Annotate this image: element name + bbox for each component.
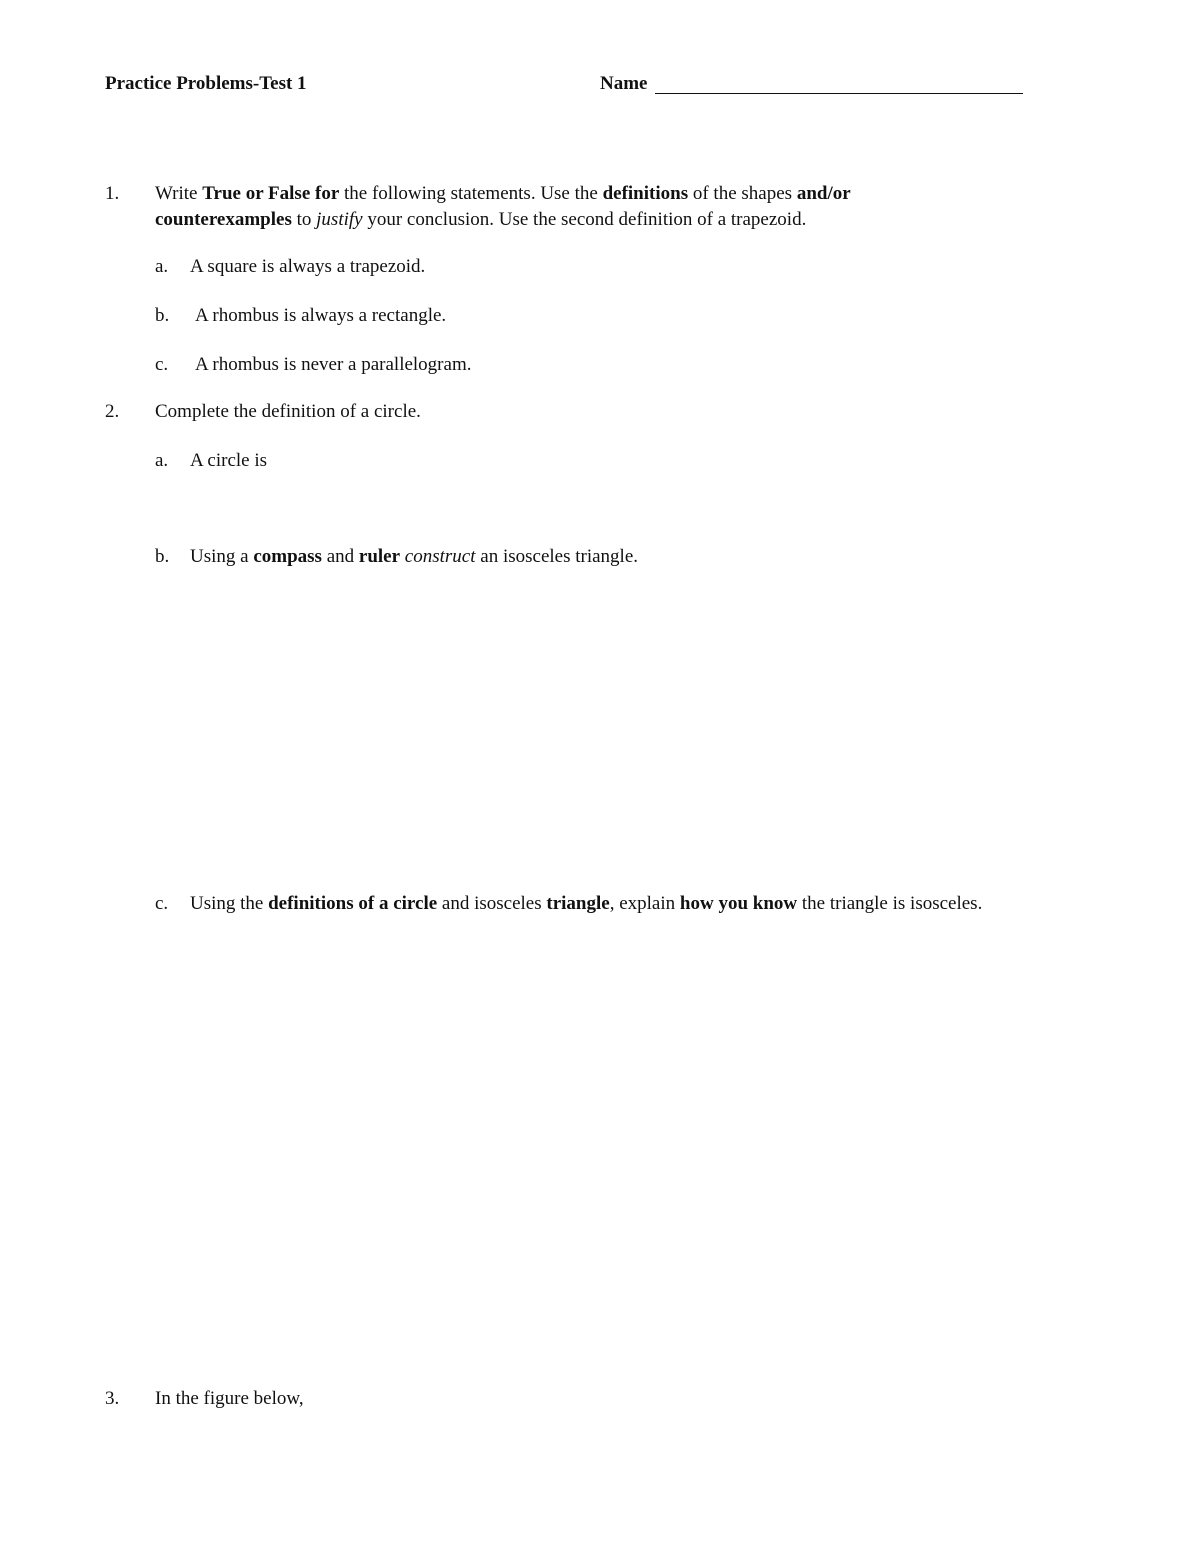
q1-italic-justify: justify — [316, 209, 363, 230]
q1-bold-true-false: True or False for — [202, 183, 340, 204]
question-1-number: 1. — [105, 183, 120, 204]
q2c-bold-triangle: triangle — [546, 893, 610, 914]
q2b-text: Using a — [190, 546, 254, 567]
q2c-bold-how-you-know: how you know — [679, 893, 798, 914]
question-2a-text: A circle is — [190, 450, 268, 471]
name-label: Name — [600, 73, 648, 94]
question-1c-text: A rhombus is never a parallelogram. — [195, 354, 472, 375]
question-2c-letter: c. — [155, 893, 169, 914]
q2b-bold-ruler: ruler — [358, 546, 401, 567]
q2c-text: and isosceles — [437, 893, 547, 914]
q1-text: to — [291, 209, 317, 230]
question-3-number: 3. — [105, 1388, 120, 1409]
q2c-bold-definitions-of-a-circle: definitions of a circle — [268, 893, 438, 914]
question-2-number: 2. — [105, 401, 120, 422]
q1-text: your conclusion. Use the second definition of a trapezoid. — [362, 209, 807, 230]
q1-text: Write — [155, 183, 203, 204]
question-2a-letter: a. — [155, 450, 169, 471]
question-2b-letter: b. — [155, 546, 170, 567]
q1-text: the following statements. Use the — [339, 183, 603, 204]
q2b-text: an isosceles triangle. — [475, 546, 639, 567]
q2c-text: Using the — [190, 893, 269, 914]
q1-bold-counterexamples: counterexamples — [155, 209, 292, 230]
question-1a-text: A square is always a trapezoid. — [190, 256, 426, 277]
q2b-text: and — [321, 546, 359, 567]
question-2c-text — [190, 892, 982, 916]
q1-text: of the shapes — [688, 183, 797, 204]
question-1b-letter: b. — [155, 305, 170, 326]
q2b-bold-compass: compass — [253, 546, 322, 567]
worksheet-title: Practice Problems-Test 1 — [105, 73, 307, 94]
question-1a-letter: a. — [155, 256, 169, 277]
q1-bold-definitions: definitions — [602, 183, 689, 204]
question-1c-letter: c. — [155, 354, 169, 375]
question-1-line-1 — [155, 182, 851, 206]
q2c-text: the triangle is isosceles. — [797, 893, 983, 914]
question-2b-text — [190, 545, 638, 569]
q1-bold-and-or: and/or — [796, 183, 851, 204]
question-1-line-2 — [155, 208, 806, 232]
q2b-italic-construct: construct — [404, 546, 476, 567]
question-2-text: Complete the definition of a circle. — [155, 401, 421, 422]
question-1b-text: A rhombus is always a rectangle. — [195, 305, 447, 326]
name-blank-line[interactable] — [655, 93, 1023, 94]
question-3-text: In the figure below, — [155, 1388, 304, 1409]
q2c-text: , explain — [609, 893, 680, 914]
